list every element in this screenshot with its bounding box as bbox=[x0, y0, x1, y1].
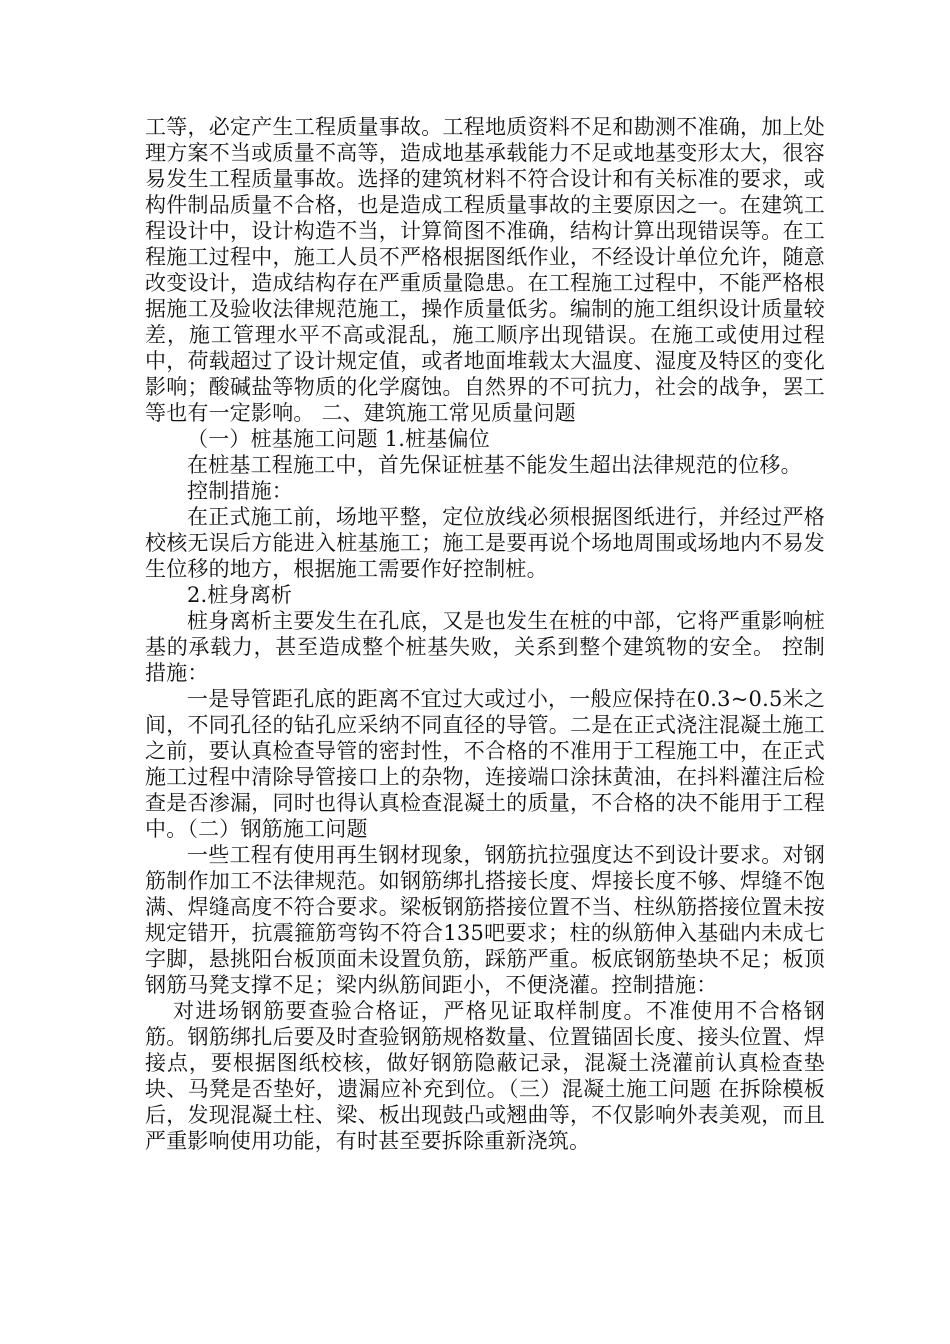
paragraph-segregation-control: 一是导管距孔底的距离不宜过大或过小，一般应保持在0.3~0.5米之间，不同孔径的钻孔应采纳不同直径的导管。二是在正式浇注混凝土施工之前，要认真检查导管的密封性，不合格的不准用于工程施工中，在正式施工过程中清除导管接口上的杂物，连接端口涂抹黄油，在抖料灌注后检查是否渗漏，同时也得认真检查混凝土的质量，不合格的决不能用于工程中。（二）钢筋施工问题 bbox=[145, 687, 825, 841]
document-body bbox=[145, 114, 825, 1154]
paragraph-heading-pile-offset: （一）桩基施工问题 1.桩基偏位 bbox=[187, 427, 490, 451]
paragraph-segregation: 桩身离析主要发生在孔底，又是也发生在桩的中部，它将严重影响桩基的承载力，甚至造成整个桩基失败，关系到整个建筑物的安全。 控制措施： bbox=[145, 609, 825, 685]
paragraph-heading-segregation: 2.桩身离析 bbox=[187, 583, 293, 607]
paragraph-rebar-control: 对进场钢筋要查验合格证，严格见证取样制度。不准使用不合格钢筋。钢筋绑扎后要及时查验钢筋规格数量、位置锚固长度、接头位置、焊接点，要根据图纸校核，做好钢筋隐蔽记录，混凝土浇灌前认真检查垫块、马凳是否垫好，遗漏应补充到位。（三）混凝土施工问题 在拆除模板后，发现混凝土柱、梁、板出现鼓凸或翘曲等，不仅影响外表美观，而且严重影响使用功能，有时甚至要拆除重新浇筑。 bbox=[145, 999, 825, 1153]
paragraph-pile-control: 在正式施工前，场地平整，定位放线必须根据图纸进行，并经过严格校核无误后方能进入桩基施工；施工是要再说个场地周围或场地内不易发生位移的地方，根据施工需要作好控制桩。 bbox=[145, 505, 825, 581]
paragraph-causes: 工等，必定产生工程质量事故。工程地质资料不足和勘测不准确，加上处理方案不当或质量不高等，造成地基承载能力不足或地基变形太大，很容易发生工程质量事故。选择的建筑材料不符合设计和有关标准的要求，或构件制品质量不合格，也是造成工程质量事故的主要原因之一。在建筑工程设计中，设计构造不当，计算简图不准确，结构计算出现错误等。在工程施工过程中，施工人员不严格根据图纸作业，不经设计单位允许，随意改变设计，造成结构存在严重质量隐患。在工程施工过程中，不能严格根据施工及验收法律规范施工，操作质量低劣。编制的施工组织设计质量较差，施工管理水平不高或混乱，施工顺序出现错误。在施工或使用过程中，荷载超过了设计规定值，或者地面堆载太大温度、湿度及特区的变化影响；酸碱盐等物质的化学腐蚀。自然界的不可抗力，社会的战争，罢工等也有一定影响。 二、建筑施工常见质量问题 bbox=[145, 115, 825, 425]
paragraph-rebar-problems: 一些工程有使用再生钢材现象，钢筋抗拉强度达不到设计要求。对钢筋制作加工不法律规范。如钢筋绑扎搭接长度、焊接长度不够、焊缝不饱满、焊缝高度不符合要求。梁板钢筋搭接位置不当、柱纵筋搭接位置未按规定错开，抗震箍筋弯钩不符合135吧要求；柱的纵筋伸入基础内未成七字脚，悬挑阳台板顶面未设置负筋，踩筋严重。板底钢筋垫块不足；板顶钢筋马凳支撑不足；梁内纵筋间距小，不便浇灌。控制措施： bbox=[145, 843, 825, 997]
paragraph-control-label: 控制措施： bbox=[187, 479, 293, 503]
paragraph-pile-offset: 在桩基工程施工中，首先保证桩基不能发生超出法律规范的位移。 bbox=[187, 453, 802, 477]
